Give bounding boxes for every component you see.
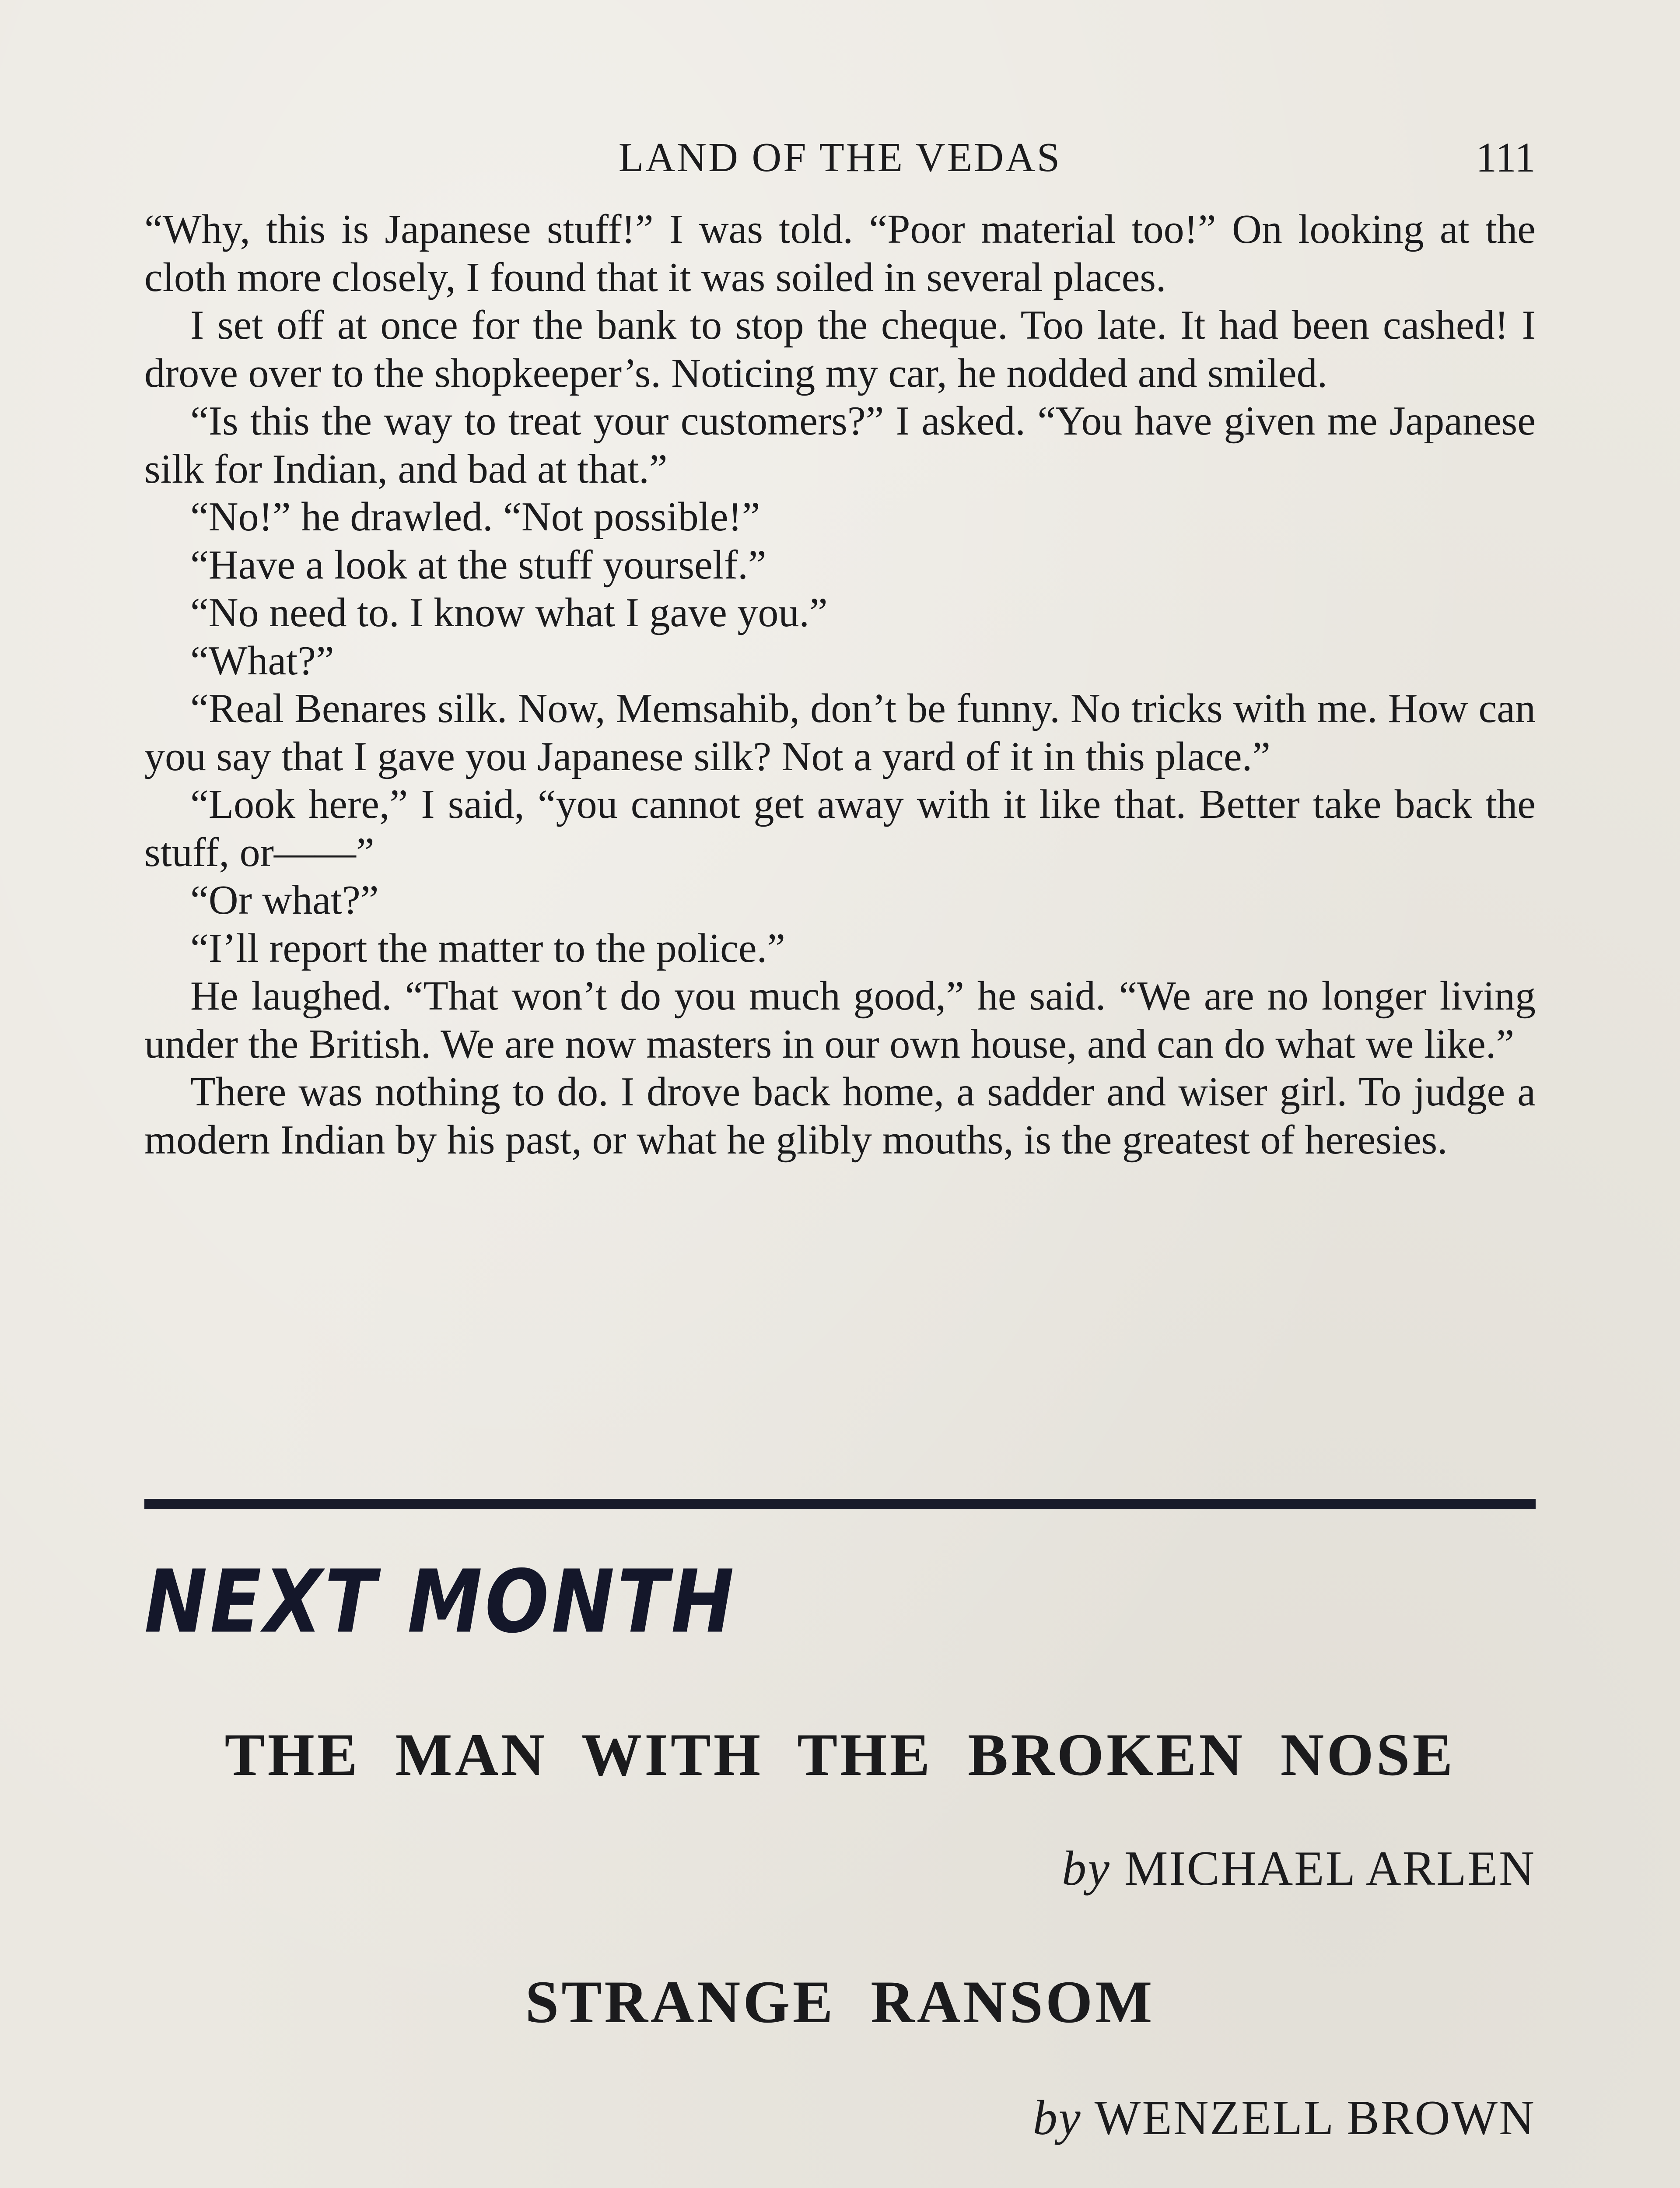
author-name-1: MICHAEL ARLEN xyxy=(1124,1841,1536,1896)
paragraph: “Have a look at the stuff yourself.” xyxy=(190,542,766,588)
section-divider-top xyxy=(144,1499,1536,1509)
story-title-1: THE MAN WITH THE BROKEN NOSE xyxy=(224,1721,1456,1788)
paragraph: I set off at once for the bank to stop the cheque. Too late. It had been cashed! I drove over to the shopkeeper’s. Noticing my car, he nodded and smiled. xyxy=(144,302,1536,396)
paragraph: “Why, this is Japanese stuff!” I was told. “Poor material too!” On looking at the cloth more closely, I found that it was soiled in several places. xyxy=(144,207,1536,300)
byline-by: by xyxy=(1032,2091,1082,2145)
running-title: LAND OF THE VEDAS xyxy=(618,135,1062,180)
paragraph: There was nothing to do. I drove back home, a sadder and wiser girl. To judge a modern Indian by his past, or what he glibly mouths, is the greatest of heresies. xyxy=(144,1069,1536,1163)
paragraph: “Or what?” xyxy=(190,877,379,923)
article-body xyxy=(144,206,1536,1164)
byline-1 xyxy=(144,1838,1536,1899)
paragraph: “I’ll report the matter to the police.” xyxy=(190,925,785,971)
paragraph: “Is this the way to treat your customers?” I asked. “You have given me Japanese silk for Indian, and bad at that.” xyxy=(144,398,1536,492)
paragraph: He laughed. “That won’t do you much good,” he said. “We are no longer living under the British. We are now masters in our own house, and can do what we like.” xyxy=(144,973,1536,1067)
paragraph: “Look here,” I said, “you cannot get away with it like that. Better take back the stuff, or——” xyxy=(144,782,1536,875)
paragraph: “What?” xyxy=(190,638,334,684)
paragraph: “No!” he drawled. “Not possible!” xyxy=(190,494,760,540)
author-name-2: WENZELL BROWN xyxy=(1094,2091,1536,2145)
paragraph: “Real Benares silk. Now, Memsahib, don’t be funny. No tricks with me. How can you say that I gave you Japanese silk? Not a yard of it in this place.” xyxy=(144,686,1536,779)
paragraph: “No need to. I know what I gave you.” xyxy=(190,590,828,635)
byline-2 xyxy=(144,2087,1536,2149)
byline-by: by xyxy=(1062,1841,1111,1896)
story-title-2: STRANGE RANSOM xyxy=(525,1968,1155,2035)
next-month-heading: NEXT MONTH xyxy=(144,1551,737,1652)
running-head xyxy=(144,129,1536,186)
page-number: 111 xyxy=(1476,134,1536,181)
